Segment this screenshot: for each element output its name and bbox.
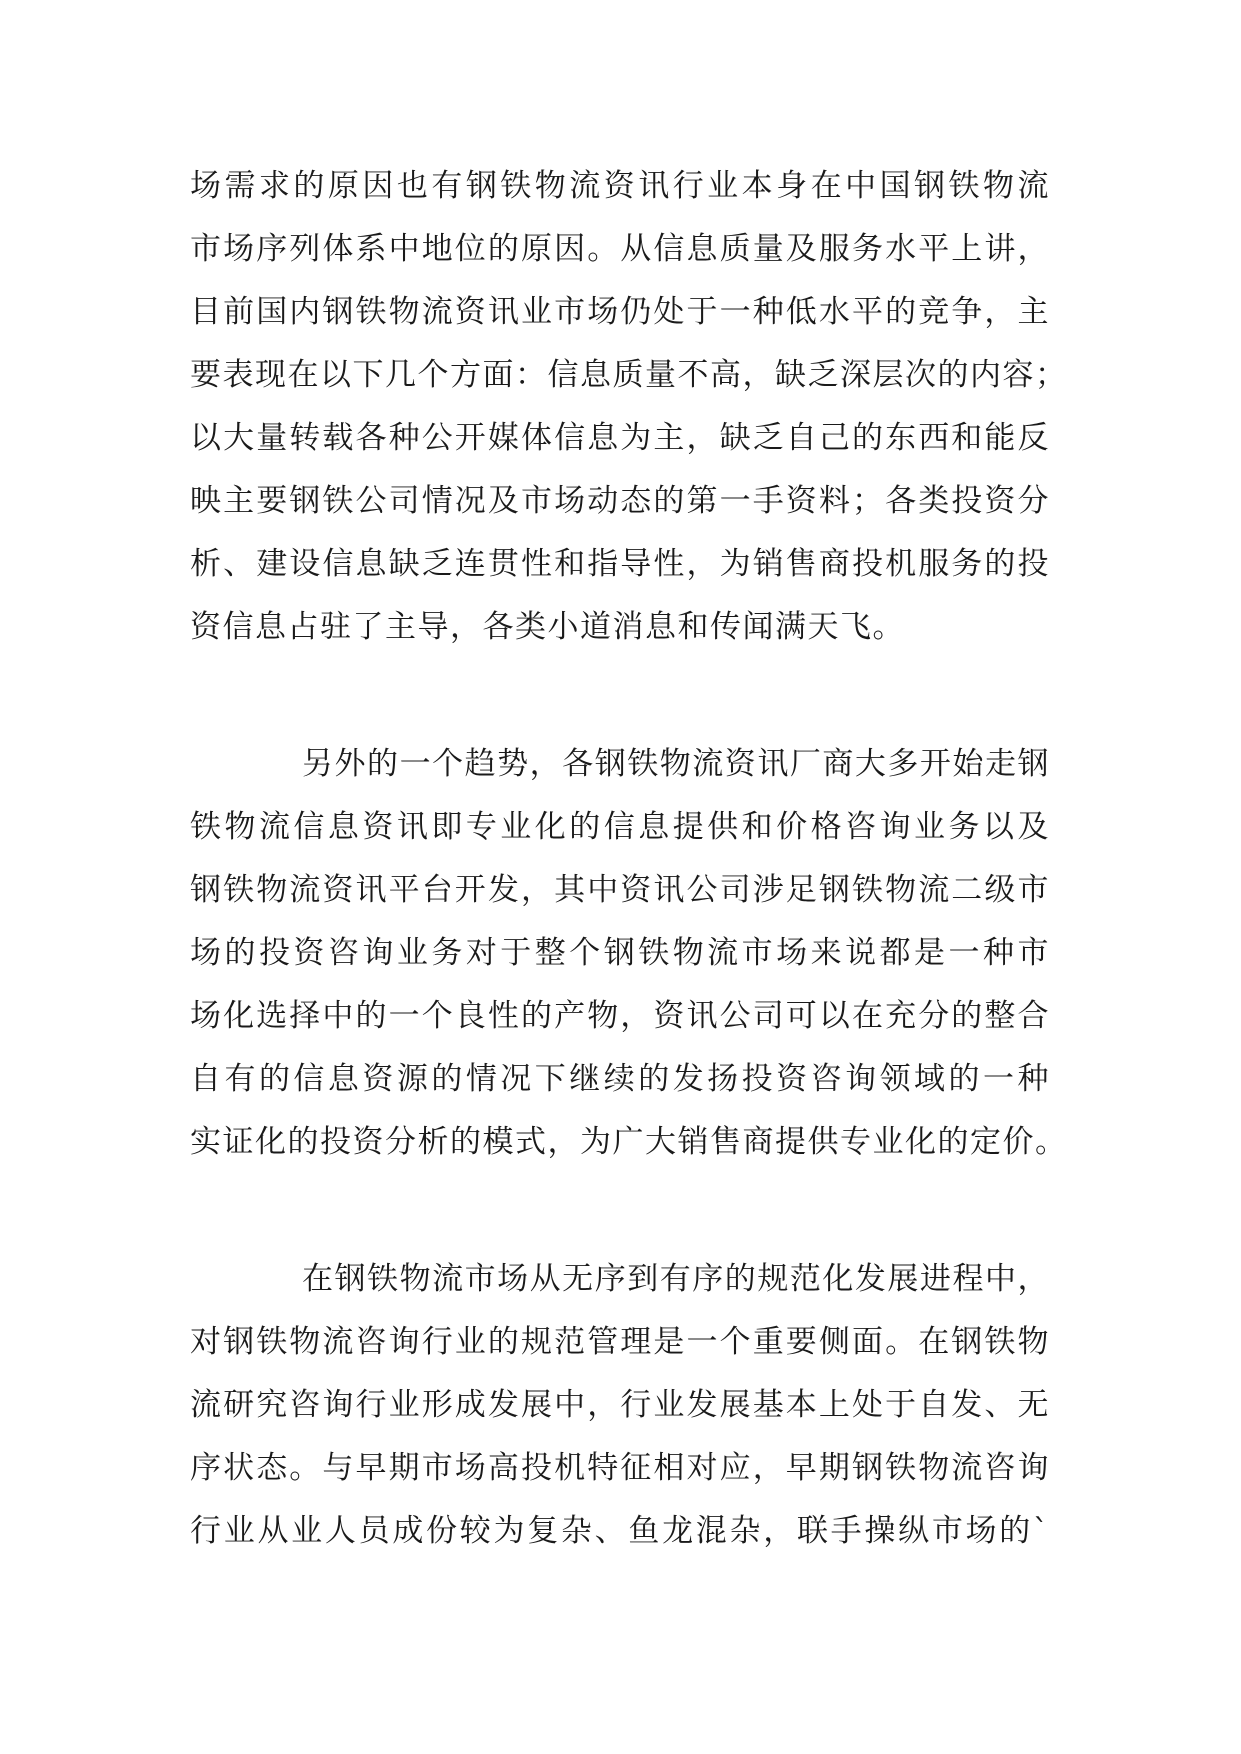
text-line: 序状态。与早期市场高投机特征相对应，早期钢铁物流咨询 xyxy=(190,1450,1050,1486)
text-line: 场的投资咨询业务对于整个钢铁物流市场来说都是一种市 xyxy=(190,935,1050,971)
text-line: 市场序列体系中地位的原因。从信息质量及服务水平上讲， xyxy=(190,231,1050,267)
text-line: 实证化的投资分析的模式，为广大销售商提供专业化的定价。 xyxy=(190,1124,1068,1160)
text-line: 流研究咨询行业形成发展中，行业发展基本上处于自发、无 xyxy=(190,1387,1050,1423)
text-line: 对钢铁物流咨询行业的规范管理是一个重要侧面。在钢铁物 xyxy=(190,1324,1050,1360)
text-line: 资信息占驻了主导，各类小道消息和传闻满天飞。 xyxy=(190,609,905,645)
text-line: 映主要钢铁公司情况及市场动态的第一手资料；各类投资分 xyxy=(190,483,1050,519)
text-line: 要表现在以下几个方面：信息质量不高，缺乏深层次的内容； xyxy=(190,357,1068,393)
text-line: 自有的信息资源的情况下继续的发扬投资咨询领域的一种 xyxy=(190,1061,1050,1097)
paragraph-3 xyxy=(190,1248,1050,1563)
paragraph-2 xyxy=(190,733,1068,1174)
text-line: 钢铁物流资讯平台开发，其中资讯公司涉足钢铁物流二级市 xyxy=(190,872,1050,908)
text-line: 目前国内钢铁物流资讯业市场仍处于一种低水平的竞争，主 xyxy=(190,294,1050,330)
text-line: 以大量转载各种公开媒体信息为主，缺乏自己的东西和能反 xyxy=(190,420,1050,456)
text-line: 场化选择中的一个良性的产物，资讯公司可以在充分的整合 xyxy=(190,998,1050,1034)
text-line: 铁物流信息资讯即专业化的信息提供和价格咨询业务以及 xyxy=(190,809,1050,845)
text-line: 行业从业人员成份较为复杂、鱼龙混杂，联手操纵市场的` xyxy=(190,1513,1050,1549)
text-line: 场需求的原因也有钢铁物流资讯行业本身在中国钢铁物流 xyxy=(190,168,1050,204)
text-line: 在钢铁物流市场从无序到有序的规范化发展进程中， xyxy=(302,1261,1050,1297)
paragraph-1 xyxy=(190,155,1068,659)
text-line: 析、建设信息缺乏连贯性和指导性，为销售商投机服务的投 xyxy=(190,546,1050,582)
text-line: 另外的一个趋势，各钢铁物流资讯厂商大多开始走钢 xyxy=(302,746,1050,782)
